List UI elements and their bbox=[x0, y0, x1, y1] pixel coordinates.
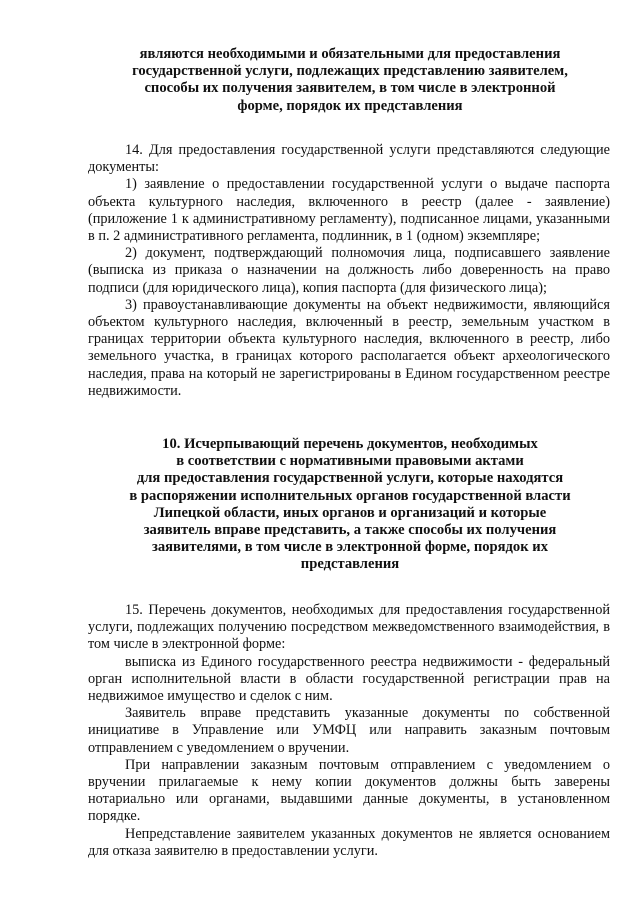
paragraph: Заявитель вправе представить указанные документы по собственной инициативе в Управление или УМФЦ или направить заказным почтовым отправлением с уведомлением о вручении. bbox=[88, 705, 610, 756]
paragraph: 3) правоустанавливающие документы на объект недвижимости, являющийся объектом культурного наследия, включенный в реестр, земельным участком в границах территории объекта культурного наследия, включенного в реестр, либо земельного участка, в границах которого располагается объект археологического наследия, права на который не зарегистрированы в Едином государственном реестре недвижимости. bbox=[88, 296, 610, 399]
paragraph: 15. Перечень документов, необходимых для предоставления государственной услуги, подлежащих получению посредством межведомственного взаимодействия, в том числе в электронной форме: bbox=[88, 602, 610, 653]
heading-line: Липецкой области, иных органов и организаций и которые bbox=[153, 504, 547, 521]
paragraph: выписка из Единого государственного реестра недвижимости - федеральный орган исполнительной власти в области государственной регистрации прав на недвижимое имущество и сделок с ним. bbox=[88, 653, 610, 705]
heading-line: в распоряжении исполнительных органов государственной власти bbox=[129, 487, 571, 504]
paragraph: Непредставление заявителем указанных документов не является основанием для отказа заявителю в предоставлении услуги. bbox=[88, 825, 610, 859]
heading-line: заявитель вправе представить, а также способы их получения bbox=[143, 522, 557, 539]
heading-line: представления bbox=[300, 556, 400, 573]
section-14-text bbox=[88, 142, 610, 400]
paragraph: 1) заявление о предоставлении государственной услуги о выдаче паспорта объекта культурного наследия, включенного в реестр (далее - заявление) (приложение 1 к административному регламенту), подписанное лицами, указанными в п. 2 административного регламента, подлинник, в 1 (одном) экземпляре; bbox=[88, 176, 610, 245]
heading-line: государственной услуги, подлежащих представлению заявителем, bbox=[132, 63, 568, 80]
section-heading-continuation bbox=[60, 46, 640, 115]
section-10-heading bbox=[60, 436, 640, 574]
section-15-text bbox=[88, 602, 610, 860]
heading-line: для предоставления государственной услуги, которые находятся bbox=[136, 470, 564, 487]
heading-line: способы их получения заявителем, в том числе в электронной bbox=[144, 80, 556, 97]
heading-line: форме, порядок их представления bbox=[237, 97, 463, 114]
paragraph: При направлении заказным почтовым отправлением с уведомлением о вручении прилагаемые к нему копии документов должны быть заверены нотариально или органами, выдавшими данные документы, в установленном порядке. bbox=[88, 756, 610, 825]
paragraph: 14. Для предоставления государственной услуги представляются следующие документы: bbox=[88, 142, 610, 176]
heading-line: являются необходимыми и обязательными для предоставления bbox=[139, 46, 561, 62]
heading-line: 10. Исчерпывающий перечень документов, необходимых bbox=[162, 436, 538, 452]
paragraph: 2) документ, подтверждающий полномочия лица, подписавшего заявление (выписка из приказа о назначении на должность либо доверенность на право подписи (для юридического лица), копия паспорта (для физического лица); bbox=[88, 245, 610, 296]
heading-line: заявителями, в том числе в электронной форме, порядок их bbox=[151, 539, 548, 556]
heading-line: в соответствии с нормативными правовыми актами bbox=[176, 453, 524, 470]
